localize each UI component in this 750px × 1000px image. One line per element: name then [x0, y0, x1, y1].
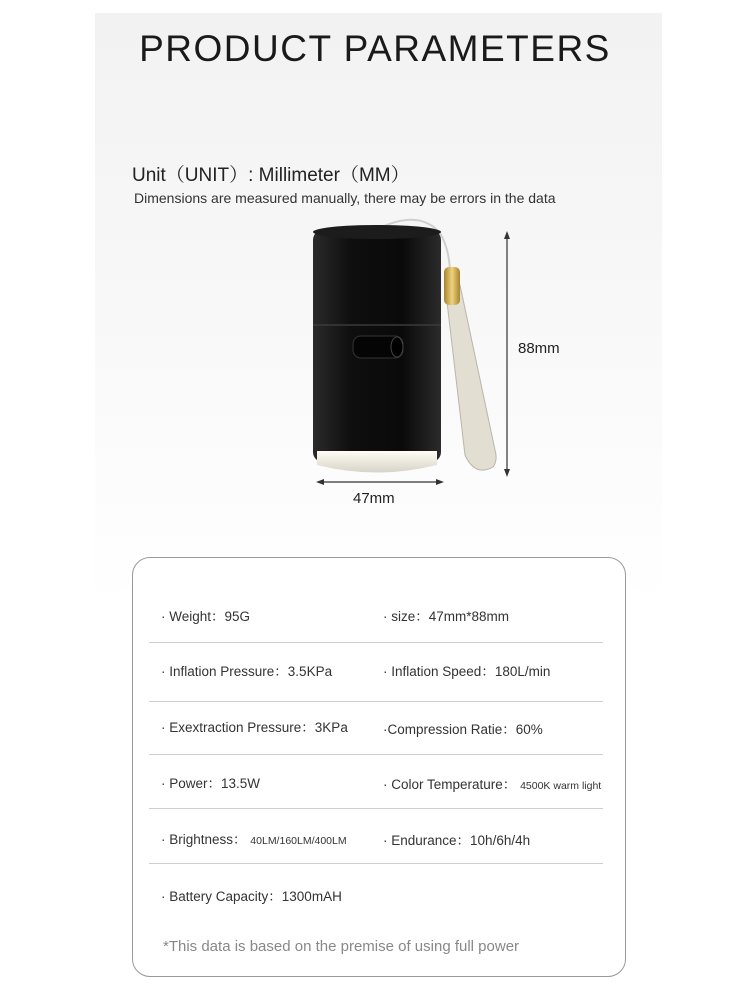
spec-endurance: · Endurance：10h/6h/4h	[383, 833, 531, 848]
spec-inflation-speed: · Inflation Speed：180L/min	[383, 664, 551, 679]
divider	[149, 701, 603, 702]
unit-line: Unit（UNIT）: Millimeter（MM）	[132, 165, 410, 186]
spec-weight: · Weight：95G	[161, 609, 251, 624]
divider	[149, 863, 603, 864]
spec-extraction-pressure: · Exextraction Pressure：3KPa	[161, 720, 348, 735]
measurement-note: Dimensions are measured manually, there may be errors in the data	[134, 190, 556, 206]
spec-compression-ratio: ·Compression Ratie：60%	[383, 722, 543, 737]
footnote: *This data is based on the premise of using full power	[163, 938, 520, 955]
spec-color-temperature-label: · Color Temperature：	[383, 777, 517, 792]
spec-size: · size：47mm*88mm	[383, 609, 510, 624]
spec-color-temperature	[383, 773, 601, 793]
divider	[149, 642, 603, 643]
spec-brightness	[161, 828, 347, 848]
height-dimension-label: 88mm	[518, 340, 560, 357]
spec-inflation-pressure: · Inflation Pressure：3.5KPa	[161, 664, 333, 679]
spec-brightness-value: 40LM/160LM/400LM	[250, 835, 347, 847]
air-pump-product-image	[300, 215, 520, 505]
divider	[149, 808, 603, 809]
spec-color-temperature-value: 4500K warm light	[520, 780, 602, 792]
divider	[149, 754, 603, 755]
spec-power: · Power：13.5W	[161, 776, 261, 791]
page-title: PRODUCT PARAMETERS	[139, 28, 611, 69]
spec-brightness-label: · Brightness：	[161, 832, 247, 847]
spec-card	[132, 557, 626, 977]
spec-battery-capacity: · Battery Capacity：1300mAH	[161, 889, 342, 904]
width-dimension-label: 47mm	[353, 490, 395, 507]
